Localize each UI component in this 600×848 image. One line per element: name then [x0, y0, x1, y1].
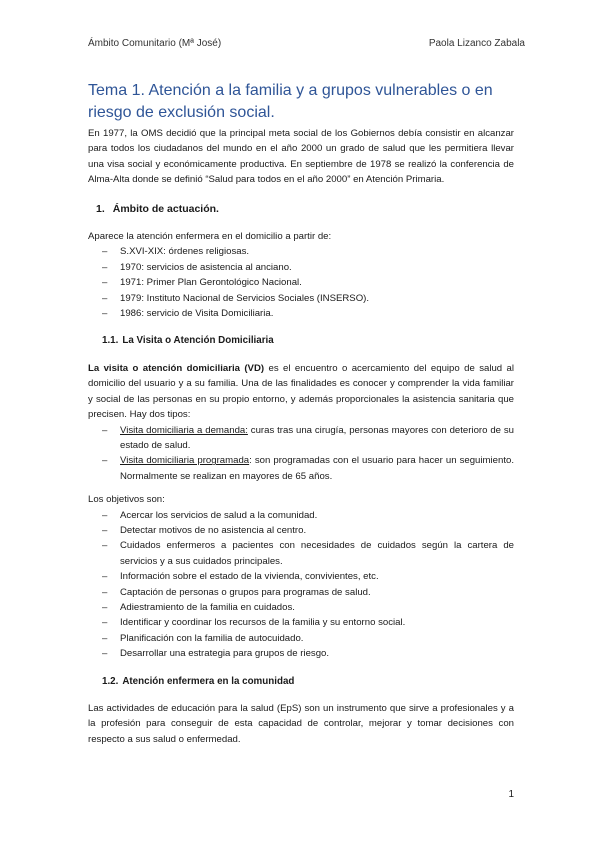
visit-text: es el encuentro o acercamiento del equipo de salud al domicilio del usuario y a su familia. Una de las finalidades es conocer y comprender la vida familiar y social de las personas en su propio entorno, y además proporcionales la asistencia sanitaria que precisen. Hay dos tipos: — [88, 362, 514, 421]
list-item: – Acercar los servicios de salud a la comunidad. — [88, 508, 514, 523]
visit-term: La visita o atención domiciliaria (VD) — [88, 362, 265, 374]
section-1-1-heading — [102, 333, 514, 348]
type-text: : son programadas con el usuario para hacer un seguimiento. Normalmente se realizan en mayores de 65 años. — [120, 455, 514, 482]
page-header — [88, 38, 525, 49]
objectives-lead: Los objetivos son: — [88, 494, 165, 506]
list-item: – Detectar motivos de no asistencia al centro. — [88, 523, 514, 538]
section-1-heading — [96, 202, 514, 217]
section-1-title: Ámbito de actuación. — [112, 202, 219, 215]
list-item: – 1979: Instituto Nacional de Servicios Sociales (INSERSO). — [88, 291, 514, 306]
section-1-2-number: 1.2. — [102, 675, 119, 687]
section-1-2-title: Atención enfermera en la comunidad — [122, 675, 295, 687]
header-left: Ámbito Comunitario (Mª José) — [88, 38, 222, 49]
history-list — [88, 244, 514, 321]
header-right: Paola Lizanco Zabala — [428, 38, 525, 49]
document-title: Tema 1. Atención a la familia y a grupos vulnerables o en riesgo de exclusión social. — [88, 82, 493, 121]
list-item: – 1970: servicios de asistencia al anciano. — [88, 260, 514, 275]
community-paragraph: Las actividades de educación para la salud (EpS) son un instrumento que sirve a profesionales y a la profesión para conseguir de esta capacidad de controlar, mejorar y tomar decisiones con respecto a sus salud o enfermedad. — [88, 703, 514, 745]
list-item: – Desarrollar una estrategia para grupos de riesgo. — [88, 646, 514, 661]
list-item: – Adiestramiento de la familia en cuidados. — [88, 600, 514, 615]
section-1-2-heading — [102, 674, 514, 689]
document-body — [88, 126, 514, 747]
intro-paragraph: En 1977, la OMS decidió que la principal meta social de los Gobiernos debía consistir en alcanzar para todos los ciudadanos del mundo en el año 2000 un grado de salud que les permitiera llevar una visa social y económicamente productiva. En septiembre de 1978 se realizó la conferencia de Alma-Alta donde se definió “Salud para todos en el año 2000” en Atención Primaria. — [88, 128, 514, 186]
page-number: 1 — [508, 789, 514, 800]
type-term: Visita domiciliaria programada — [120, 455, 250, 467]
list-item: – 1986: servicio de Visita Domiciliaria. — [88, 306, 514, 321]
list-item: – S.XVI-XIX: órdenes religiosas. — [88, 244, 514, 259]
type-text: curas tras una cirugía, personas mayores con deterioro de su estado de salud. — [120, 424, 515, 451]
visit-paragraph — [88, 361, 514, 423]
list-item: – Información sobre el estado de la vivienda, convivientes, etc. — [88, 569, 514, 584]
list-item: – Identificar y coordinar los recursos de la familia y su entorno social. — [88, 615, 514, 630]
list-item — [88, 453, 514, 484]
list-item: – Captación de personas o grupos para programas de salud. — [88, 585, 514, 600]
visit-types-list — [88, 423, 514, 485]
objectives-list — [88, 508, 514, 662]
section-1-number: 1. — [96, 202, 105, 215]
section-1-1-title: La Visita o Atención Domiciliaria — [122, 335, 274, 347]
list-item: – Planificación con la familia de autocuidado. — [88, 631, 514, 646]
list-item: – 1971: Primer Plan Gerontológico Nacional. — [88, 275, 514, 290]
type-term: Visita domiciliaria a demanda: — [120, 424, 248, 436]
list-item — [88, 423, 514, 454]
section-1-lead: Aparece la atención enfermera en el domicilio a partir de: — [88, 231, 332, 243]
section-1-1-number: 1.1. — [102, 335, 119, 347]
list-item: – Cuidados enfermeros a pacientes con necesidades de cuidados según la cartera de servicios y a sus cuidados principales. — [88, 538, 514, 569]
